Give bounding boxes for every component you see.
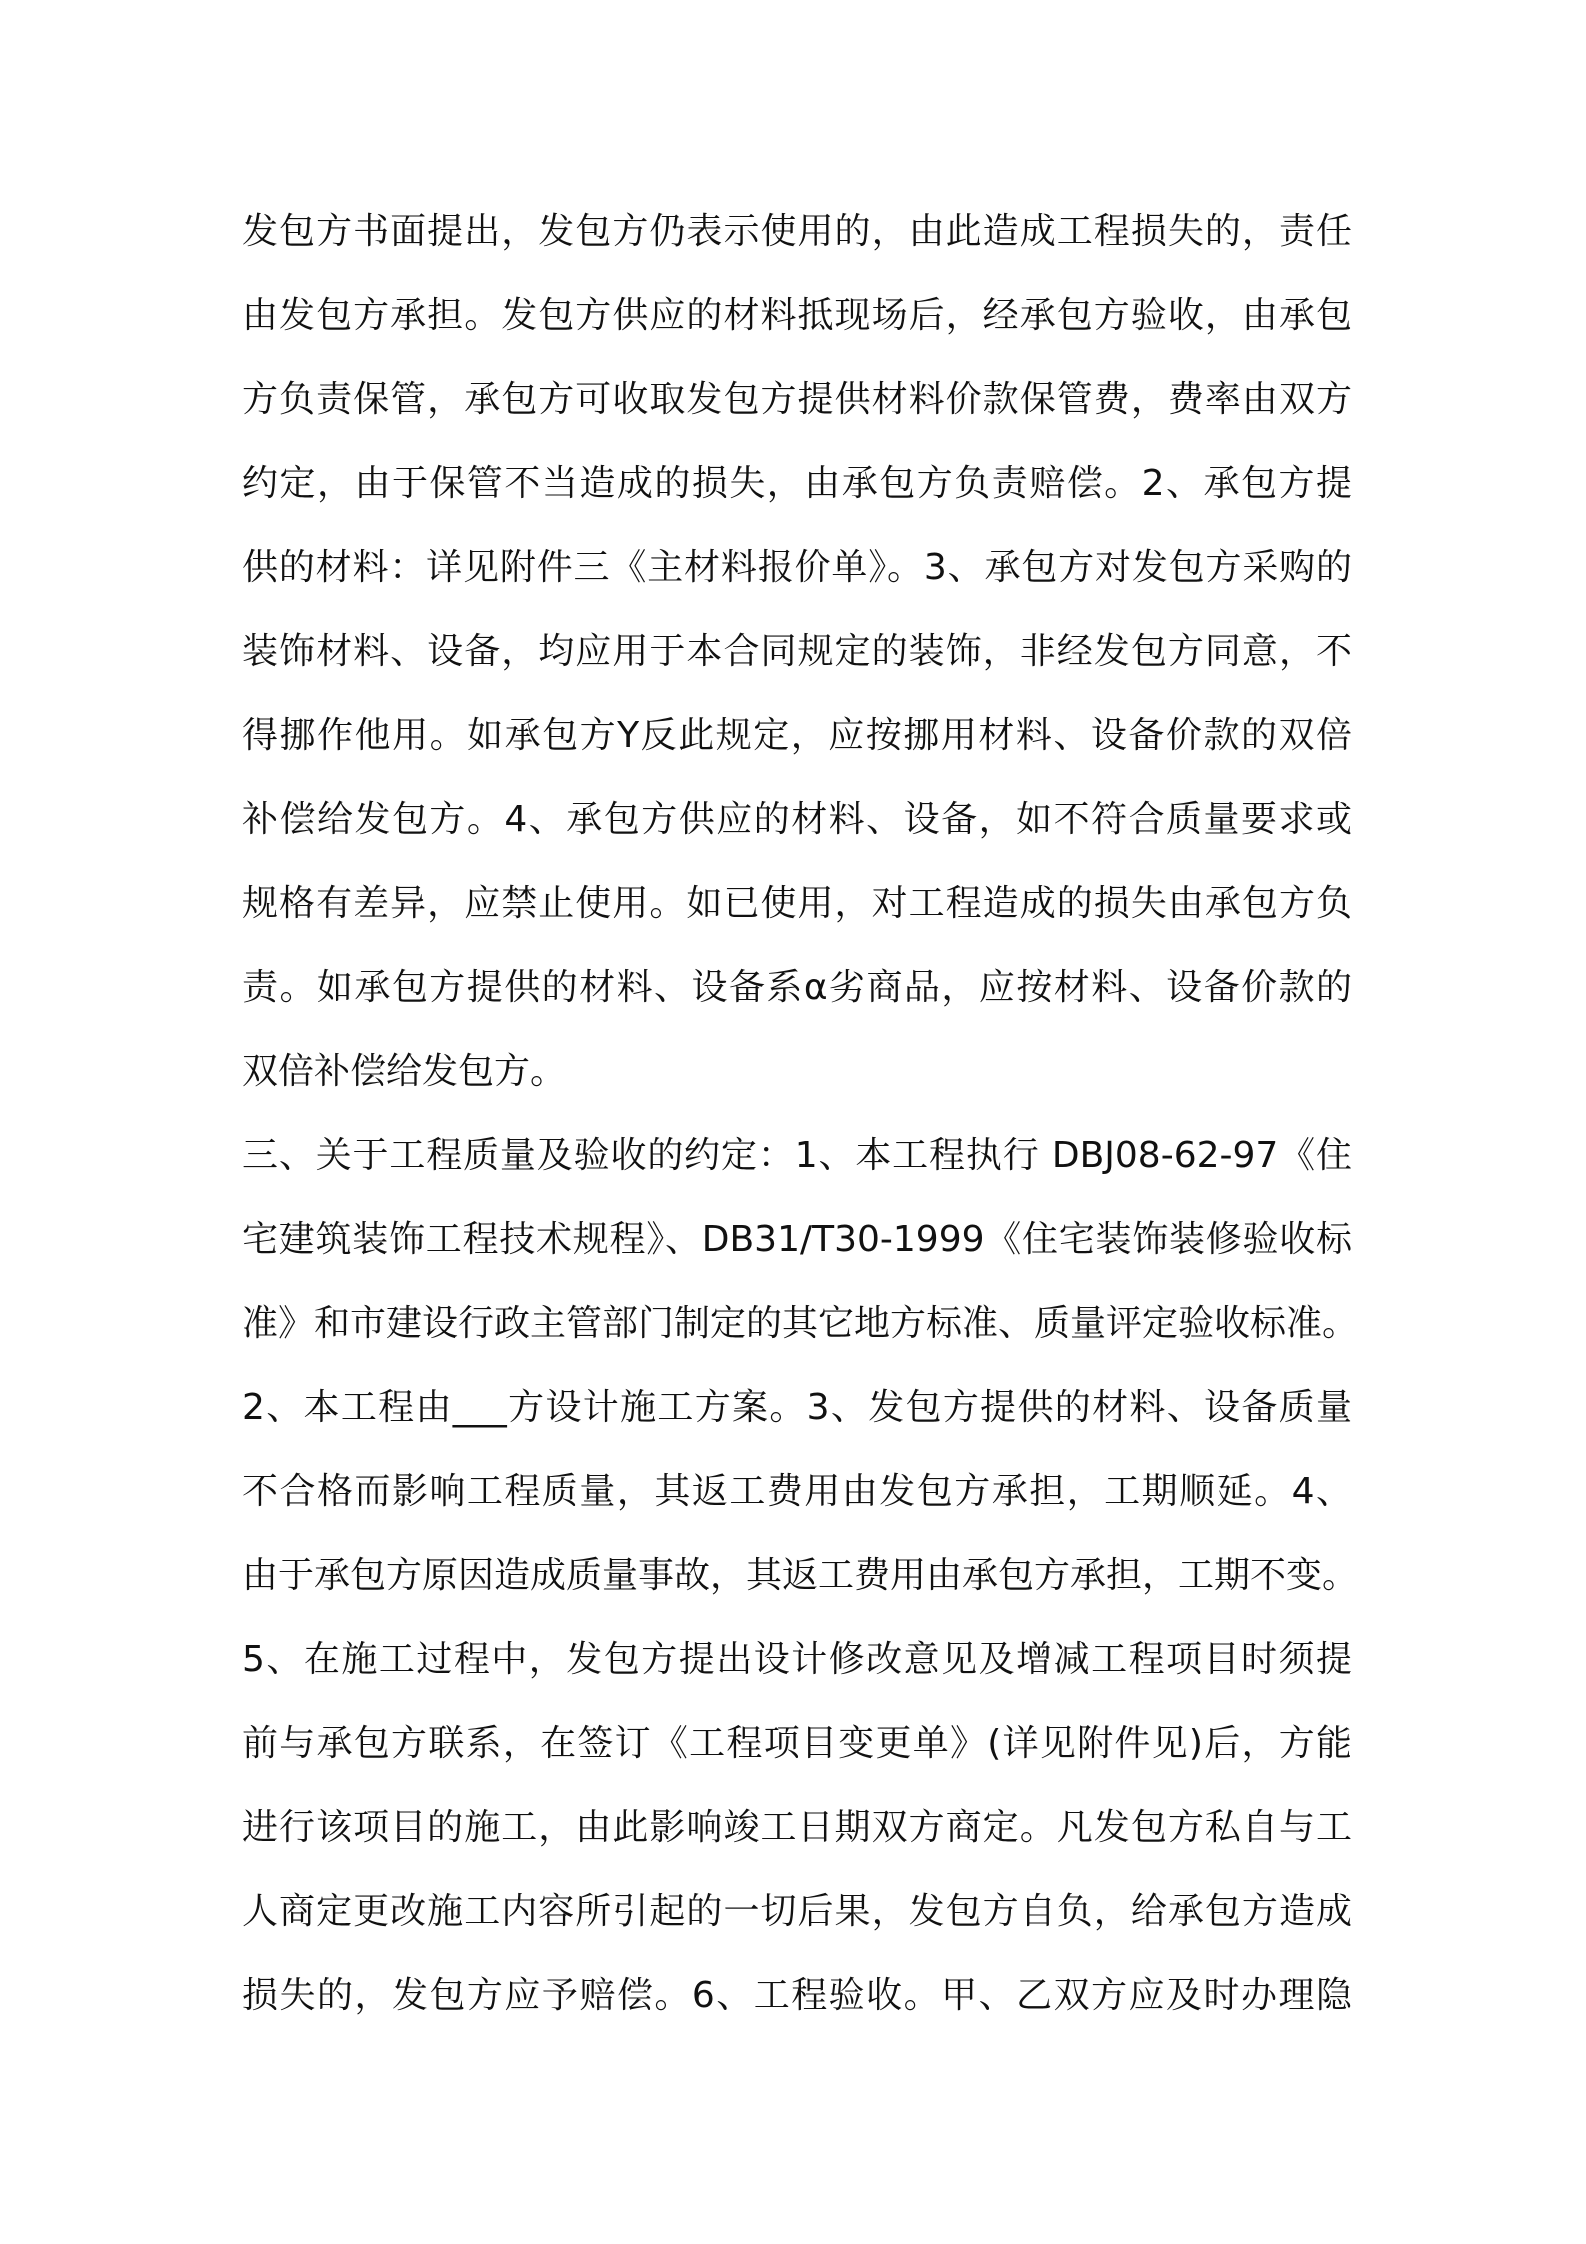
text-line: 人商定更改施工内容所引起的一切后果，发包方自负，给承包方造成 xyxy=(242,1891,1352,1932)
text-line: 得挪作他用。如承包方Y反此规定，应按挪用材料、设备价款的双倍 xyxy=(242,715,1352,756)
text-line: 宅建筑装饰工程技术规程》、DB31/T30-1999《住宅装饰装修验收标 xyxy=(242,1219,1352,1260)
text-line: 规格有差异，应禁止使用。如已使用，对工程造成的损失由承包方负 xyxy=(242,883,1352,924)
text-line: 方负责保管，承包方可收取发包方提供材料价款保管费，费率由双方 xyxy=(242,379,1352,420)
text-line: 约定，由于保管不当造成的损失，由承包方负责赔偿。2、承包方提 xyxy=(242,463,1352,504)
text-line: 由发包方承担。发包方供应的材料抵现场后，经承包方验收，由承包 xyxy=(242,295,1352,336)
text-line: 发包方书面提出，发包方仍表示使用的，由此造成工程损失的，责任 xyxy=(242,211,1352,252)
text-line: 5、在施工过程中，发包方提出设计修改意见及增减工程项目时须提 xyxy=(242,1639,1352,1680)
text-line: 装饰材料、设备，均应用于本合同规定的装饰，非经发包方同意，不 xyxy=(242,631,1352,672)
text-line: 损失的，发包方应予赔偿。6、工程验收。甲、乙双方应及时办理隐 xyxy=(242,1975,1352,2016)
text-line: 进行该项目的施工，由此影响竣工日期双方商定。凡发包方私自与工 xyxy=(242,1807,1352,1848)
text-line: 供的材料：详见附件三《主材料报价单》。3、承包方对发包方采购的 xyxy=(242,547,1352,588)
document-body xyxy=(242,190,1359,2038)
text-line: 准》和市建设行政主管部门制定的其它地方标准、质量评定验收标准。 xyxy=(242,1303,1359,1344)
text-line: 不合格而影响工程质量，其返工费用由发包方承担，工期顺延。4、 xyxy=(242,1471,1352,1512)
text-line: 补偿给发包方。4、承包方供应的材料、设备，如不符合质量要求或 xyxy=(242,799,1352,840)
text-line: 三、关于工程质量及验收的约定：1、本工程执行 DBJ08-62-97《住 xyxy=(242,1135,1352,1176)
text-line: 由于承包方原因造成质量事故，其返工费用由承包方承担，工期不变。 xyxy=(242,1555,1359,1596)
text-line: 责。如承包方提供的材料、设备系α劣商品，应按材料、设备价款的 xyxy=(242,967,1352,1008)
text-line: 双倍补偿给发包方。 xyxy=(242,1051,567,1092)
text-line: 2、本工程由___方设计施工方案。3、发包方提供的材料、设备质量 xyxy=(242,1387,1352,1428)
text-line: 前与承包方联系，在签订《工程项目变更单》(详见附件见)后，方能 xyxy=(242,1723,1352,1764)
